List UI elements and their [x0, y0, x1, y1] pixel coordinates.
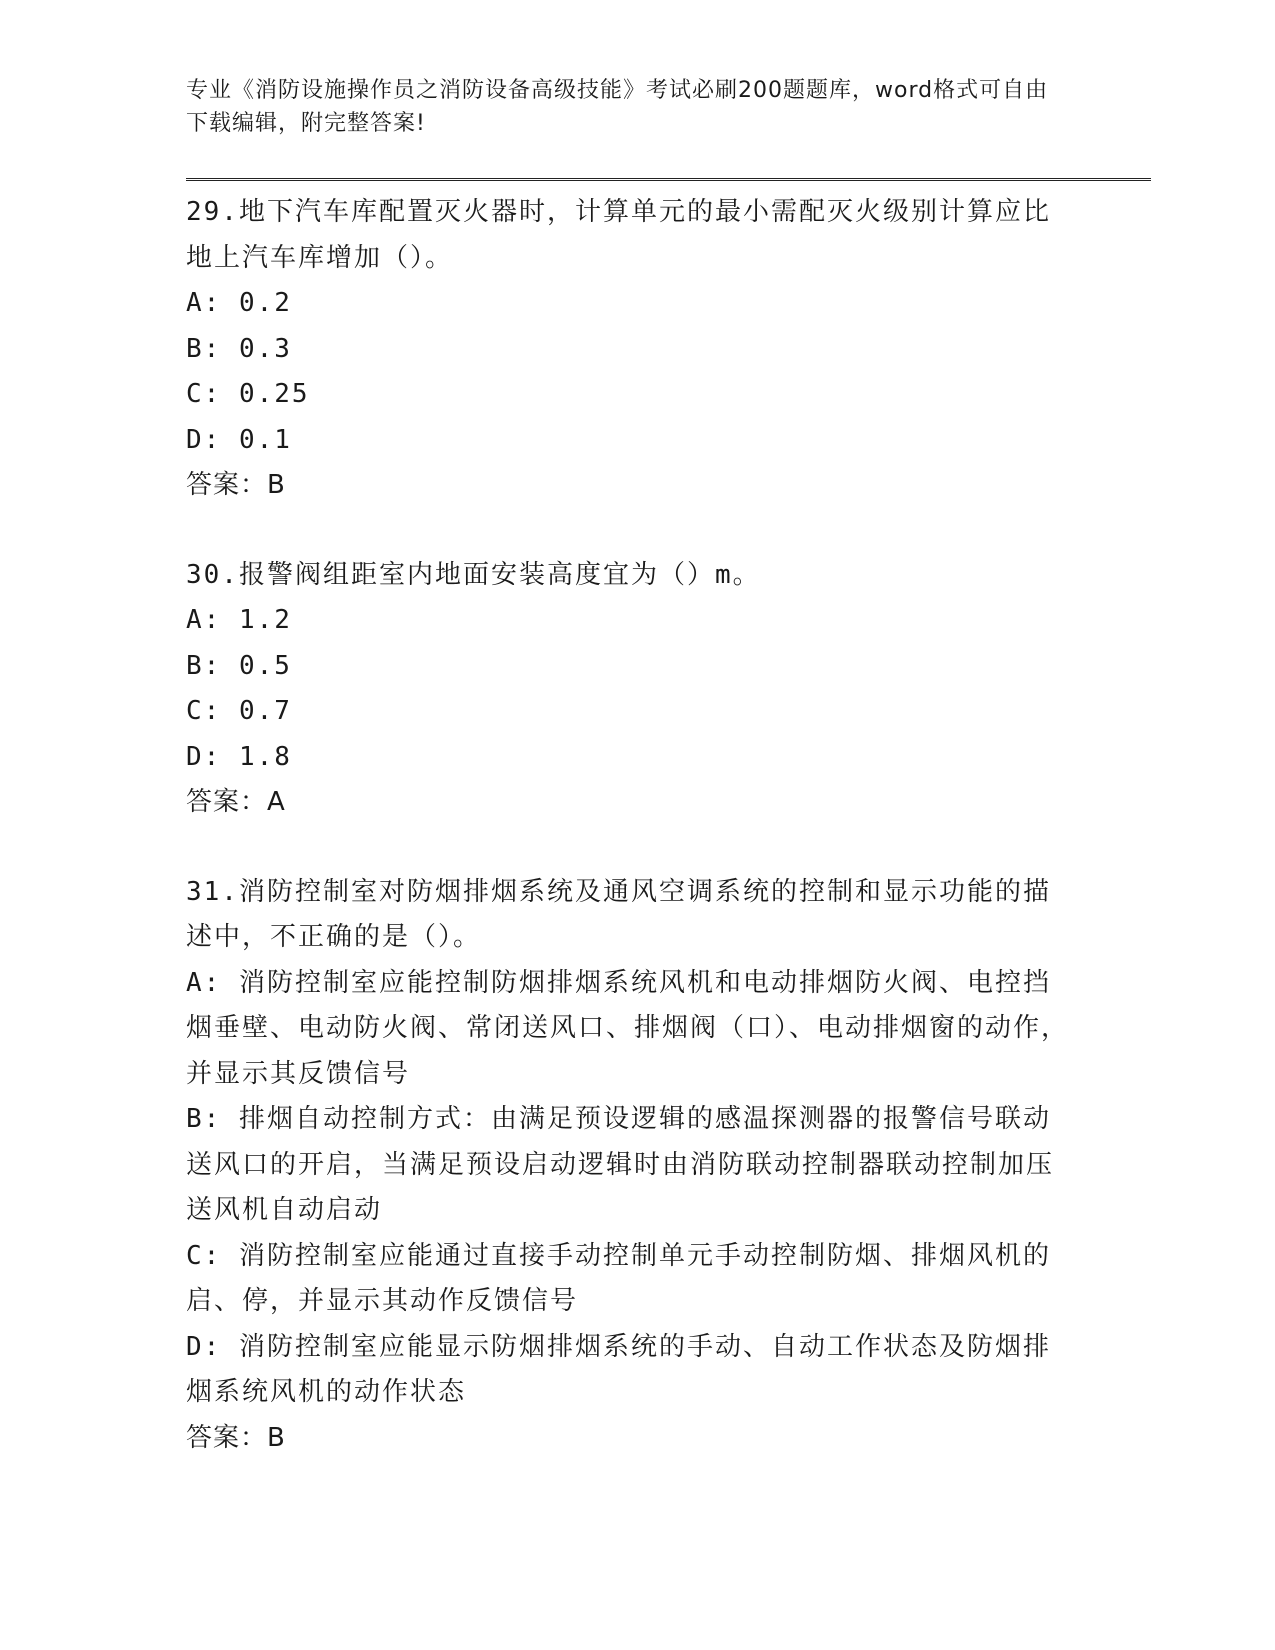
- option-c: C: 0.7: [186, 696, 292, 726]
- option-a: A: 0.2: [186, 288, 292, 318]
- option-d: D: 1.8: [186, 741, 292, 772]
- question-30: [186, 553, 1076, 826]
- option-b: B: 0.3: [186, 333, 292, 364]
- question-29: [186, 190, 1076, 509]
- question-stem: 29.地下汽车库配置灭火器时，计算单元的最小需配灭火级别计算应比地上汽车库增加（）。: [186, 197, 1051, 273]
- question-31: [186, 870, 1076, 1462]
- header-divider: [186, 178, 1151, 181]
- option-c: C: 0.25: [186, 379, 310, 409]
- question-stem: 30.报警阀组距室内地面安装高度宜为（）m。: [186, 559, 761, 590]
- document-header: 专业《消防设施操作员之消防设备高级技能》考试必刷200题题库，word格式可自由下载编辑，附完整答案!: [186, 78, 1049, 136]
- option-a: A: 消防控制室应能控制防烟排烟系统风机和电动排烟防火阀、电控挡烟垂壁、电动防火阀、常闭送风口、排烟阀（口）、电动排烟窗的动作，并显示其反馈信号: [186, 967, 1070, 1089]
- option-b: B: 0.5: [186, 650, 292, 681]
- option-a: A: 1.2: [186, 605, 292, 635]
- question-list: [186, 190, 1076, 1461]
- answer: 答案：B: [186, 470, 286, 500]
- answer: 答案：B: [186, 1422, 286, 1453]
- option-c: C: 消防控制室应能通过直接手动控制单元手动控制防烟、排烟风机的启、停，并显示其动作反馈信号: [186, 1240, 1051, 1316]
- option-d: D: 消防控制室应能显示防烟排烟系统的手动、自动工作状态及防烟排烟系统风机的动作状态: [186, 1331, 1051, 1407]
- question-stem: 31.消防控制室对防烟排烟系统及通风空调系统的控制和显示功能的描述中，不正确的是（）。: [186, 876, 1051, 952]
- option-b: B: 排烟自动控制方式：由满足预设逻辑的感温探测器的报警信号联动送风口的开启，当满足预设启动逻辑时由消防联动控制器联动控制加压送风机自动启动: [186, 1104, 1055, 1225]
- answer: 答案：A: [186, 787, 286, 817]
- option-d: D: 0.1: [186, 424, 292, 455]
